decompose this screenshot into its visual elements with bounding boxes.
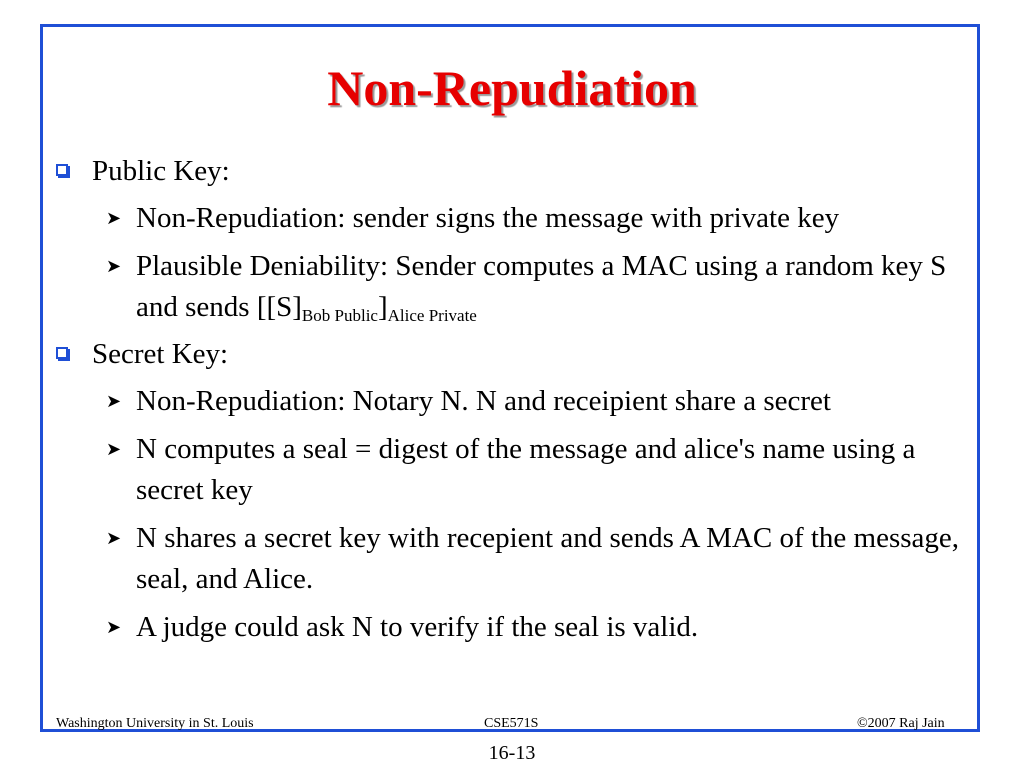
- sub-bullet-text: Plausible Deniability: Sender computes a MAC using a random key S and sends [[S]: [136, 250, 947, 323]
- sub-bullet-text: N computes a seal = digest of the message and alice's name using a secret key: [136, 433, 916, 506]
- footer-copyright: ©2007 Raj Jain: [857, 716, 945, 731]
- sub-bullet: [106, 198, 966, 239]
- slide-body: [52, 152, 962, 655]
- bullet-text: Public Key:: [92, 155, 230, 187]
- square-bullet-icon: [56, 164, 68, 176]
- sub-bullet: [106, 607, 966, 648]
- arrowhead-bullet-icon: ➤: [106, 617, 122, 637]
- sub-bullet: [106, 429, 966, 511]
- sub-bullet-text: N shares a secret key with recepient and sends A MAC of the message, seal, and Alice.: [136, 522, 960, 595]
- arrowhead-bullet-icon: ➤: [106, 528, 122, 548]
- closing-bracket: ]: [377, 291, 388, 323]
- arrowhead-bullet-icon: ➤: [106, 391, 122, 411]
- sub-bullet-text: A judge could ask N to verify if the seal is valid.: [136, 611, 699, 643]
- bullet-public-key: [52, 152, 962, 190]
- bullet-text: Secret Key:: [92, 338, 229, 370]
- footer-institution: Washington University in St. Louis: [56, 716, 254, 731]
- slide-title: Non-Repudiation: [327, 60, 697, 116]
- subscript-bob-public: Bob Public: [301, 306, 378, 325]
- sub-bullet: [106, 518, 966, 600]
- sub-bullet: [106, 246, 966, 328]
- sub-bullet-text: Non-Repudiation: sender signs the message with private key: [136, 202, 840, 234]
- page-number: 16-13: [488, 742, 536, 764]
- sub-bullet-text: Non-Repudiation: Notary N. N and receipient share a secret: [136, 385, 831, 417]
- bullet-secret-key: [52, 335, 962, 373]
- arrowhead-bullet-icon: ➤: [106, 439, 122, 459]
- arrowhead-bullet-icon: ➤: [106, 256, 122, 276]
- square-bullet-icon: [56, 347, 68, 359]
- arrowhead-bullet-icon: ➤: [106, 208, 122, 228]
- sub-bullet: [106, 381, 966, 422]
- subscript-alice-private: Alice Private: [387, 306, 477, 325]
- footer-course: CSE571S: [484, 716, 539, 731]
